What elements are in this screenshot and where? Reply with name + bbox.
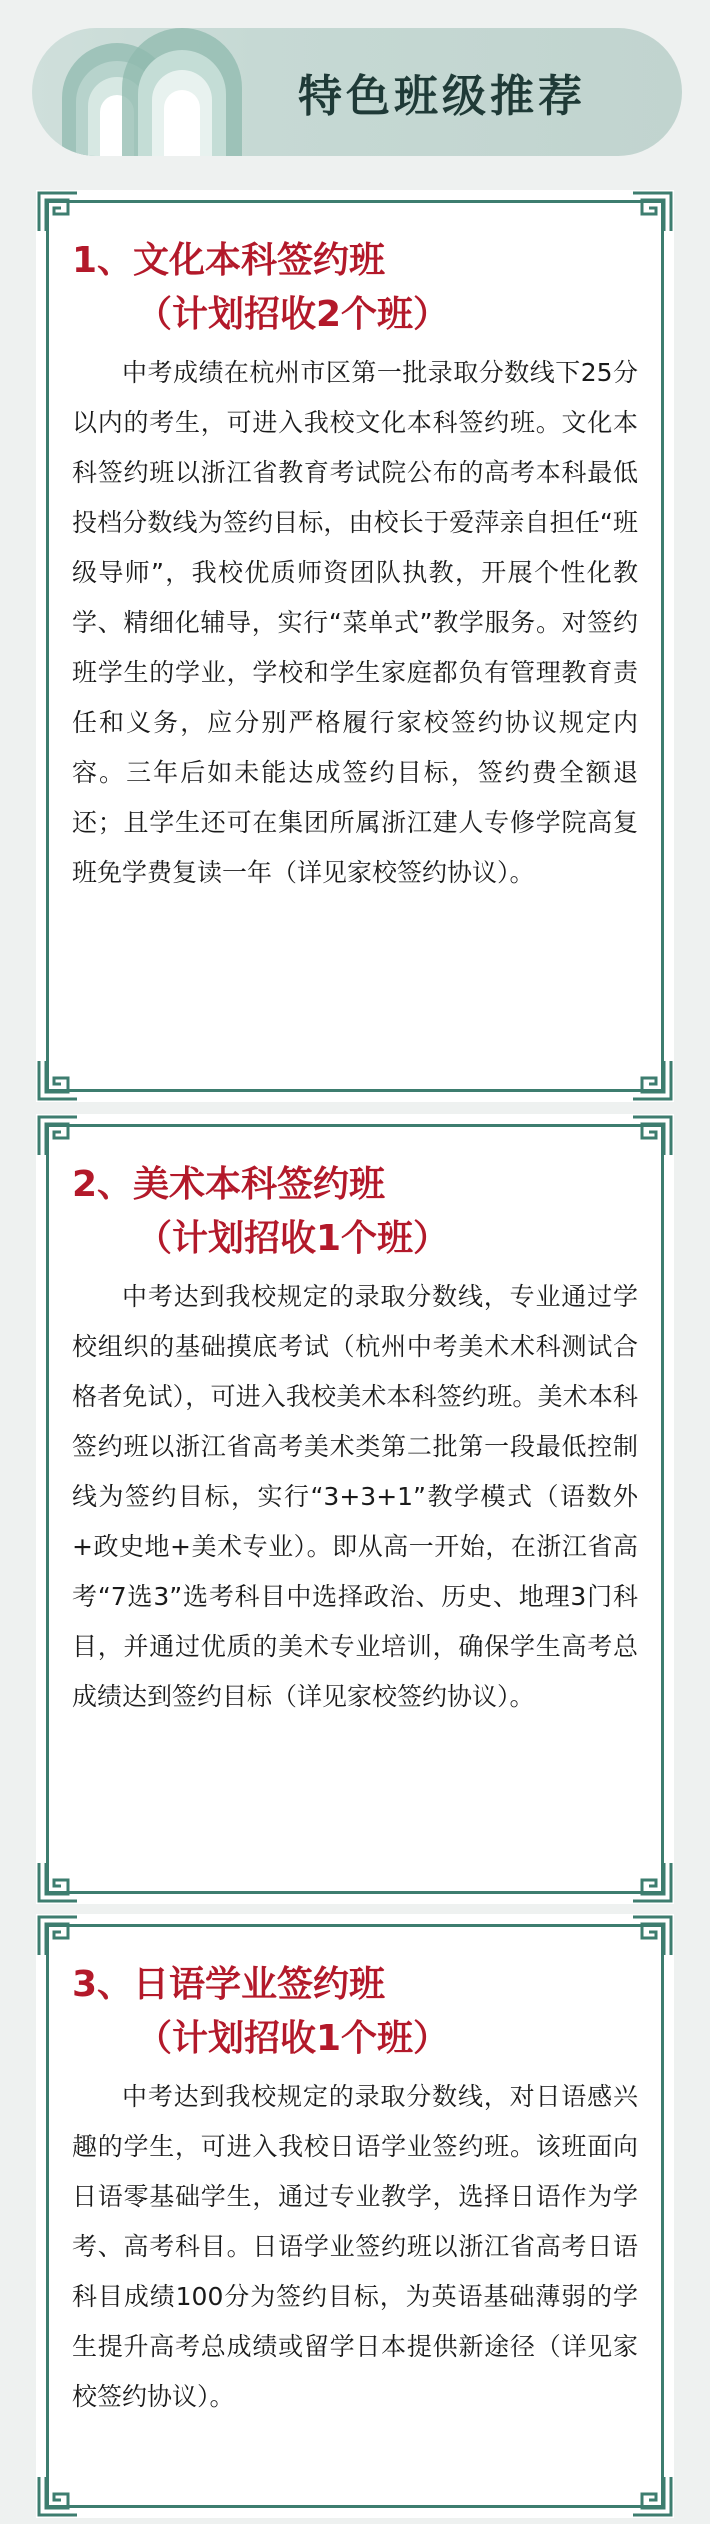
section-banner [32, 28, 682, 156]
corner-ornament-icon [36, 1114, 80, 1158]
section-subtitle: （计划招收1个班） [136, 2018, 450, 2059]
corner-ornament-icon [36, 1860, 80, 1904]
page-title: 特色班级推荐 [298, 71, 586, 122]
corner-ornament-icon [630, 1860, 674, 1904]
section-title: 3、日语学业签约班 [72, 1964, 386, 2005]
section-title: 2、美术本科签约班 [72, 1164, 386, 1205]
arch-decoration-icon [42, 28, 252, 156]
corner-ornament-icon [36, 190, 80, 234]
corner-ornament-icon [630, 1114, 674, 1158]
section-card-3 [36, 1914, 674, 2518]
corner-ornament-icon [36, 1914, 80, 1958]
corner-ornament-icon [630, 1914, 674, 1958]
corner-ornament-icon [630, 1058, 674, 1102]
corner-ornament-icon [630, 190, 674, 234]
section-body: 中考成绩在杭州市区第一批录取分数线下25分以内的考生，可进入我校文化本科签约班。文化本科签约班以浙江省教育考试院公布的高考本科最低投档分数线为签约目标，由校长于爱萍亲自担任“班级导师”，我校优质师资团队执教，开展个性化教学、精细化辅导，实行“菜单式”教学服务。对签约班学生的学业，学校和学生家庭都负有管理教育责任和义务，应分别严格履行家校签约协议规定内容。三年后如未能达成签约目标，签约费全额退还；且学生还可在集团所属浙江建人专修学院高复班免学费复读一年（详见家校签约协议）。 [72, 358, 638, 887]
section-card-1 [36, 190, 674, 1102]
section-subtitle: （计划招收1个班） [136, 1218, 450, 1259]
corner-ornament-icon [36, 2474, 80, 2518]
corner-ornament-icon [630, 2474, 674, 2518]
section-title: 1、文化本科签约班 [72, 240, 386, 281]
section-card-2 [36, 1114, 674, 1904]
section-subtitle: （计划招收2个班） [136, 294, 450, 335]
section-body: 中考达到我校规定的录取分数线，对日语感兴趣的学生，可进入我校日语学业签约班。该班面向日语零基础学生，通过专业教学，选择日语作为学考、高考科目。日语学业签约班以浙江省高考日语科目成绩100分为签约目标，为英语基础薄弱的学生提升高考总成绩或留学日本提供新途径（详见家校签约协议）。 [72, 2082, 638, 2411]
section-body: 中考达到我校规定的录取分数线，专业通过学校组织的基础摸底考试（杭州中考美术术科测试合格者免试），可进入我校美术本科签约班。美术本科签约班以浙江省高考美术类第二批第一段最低控制线为签约目标，实行“3+3+1”教学模式（语数外+政史地+美术专业）。即从高一开始，在浙江省高考“7选3”选考科目中选择政治、历史、地理3门科目，并通过优质的美术专业培训，确保学生高考总成绩达到签约目标（详见家校签约协议）。 [72, 1282, 638, 1711]
corner-ornament-icon [36, 1058, 80, 1102]
